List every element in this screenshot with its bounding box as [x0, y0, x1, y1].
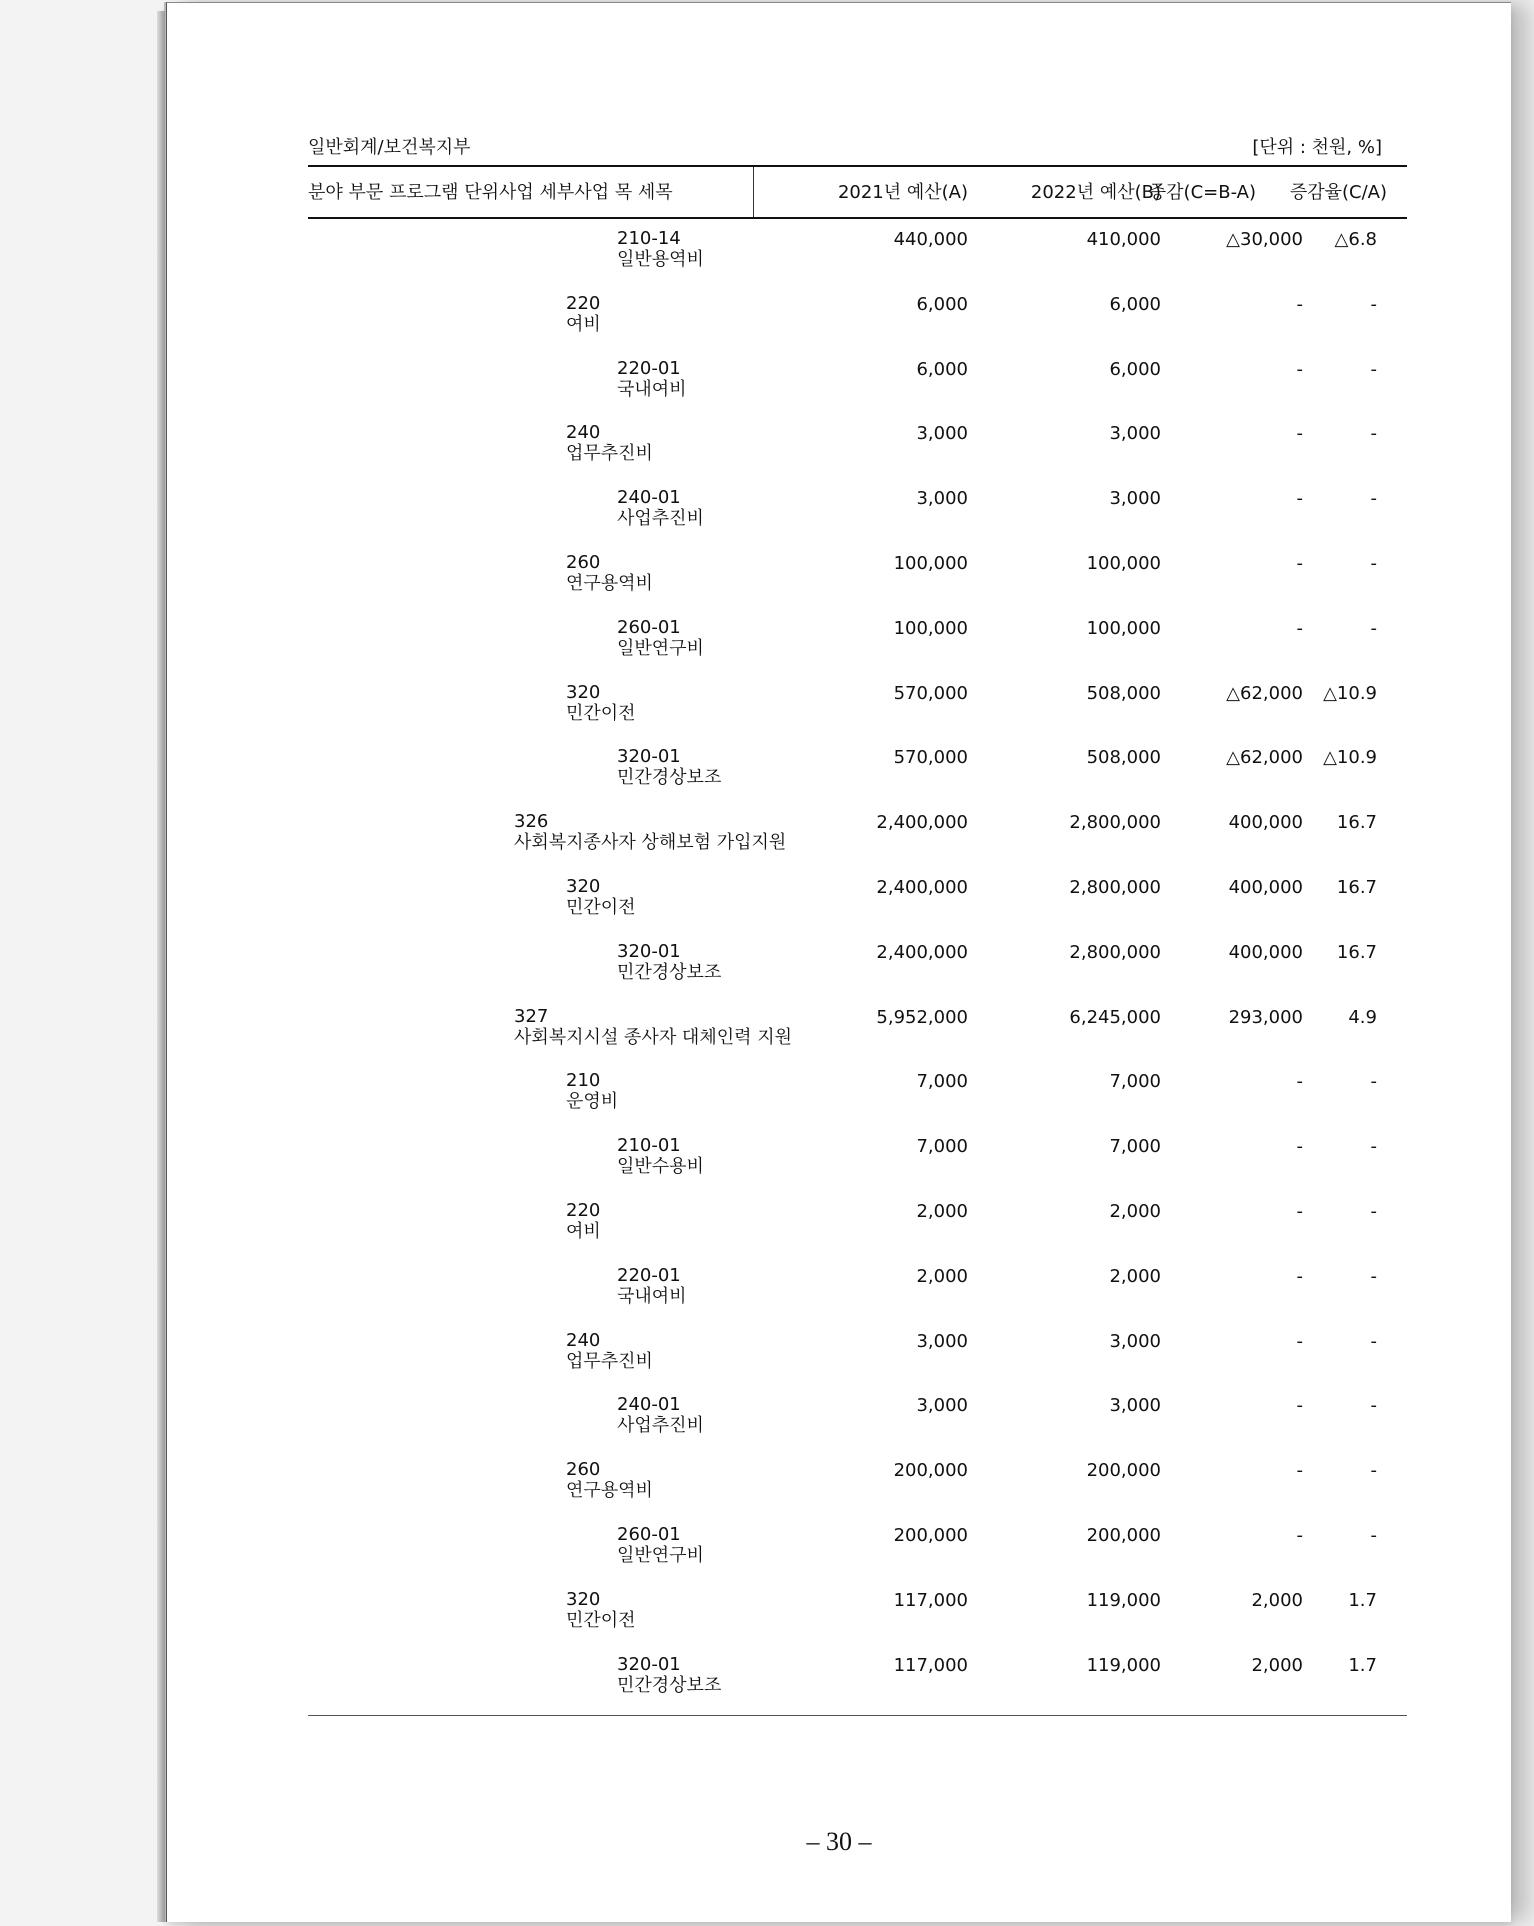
row-name: 운영비	[566, 1091, 619, 1112]
row-code: 240-01	[617, 1394, 681, 1415]
cell-2022: 2,800,000	[1069, 942, 1161, 963]
cell-2021: 3,000	[916, 423, 968, 444]
row-label	[617, 617, 704, 659]
row-label	[566, 682, 636, 724]
cell-rate: -	[1370, 1136, 1377, 1157]
row-name: 업무추진비	[566, 1351, 653, 1372]
cell-2022: 3,000	[1109, 423, 1161, 444]
row-name: 일반용역비	[617, 249, 704, 270]
cell-rate: -	[1370, 618, 1377, 639]
cell-2022: 3,000	[1109, 1331, 1161, 1352]
column-header-2021: 2021년 예산(A)	[837, 182, 968, 203]
cell-2022: 200,000	[1086, 1525, 1161, 1546]
cell-diff: -	[1296, 1331, 1303, 1352]
table-row	[167, 552, 1511, 616]
cell-2022: 508,000	[1086, 747, 1161, 768]
row-label	[617, 487, 704, 529]
cell-2022: 119,000	[1086, 1590, 1161, 1611]
row-label	[566, 1200, 601, 1242]
cell-2021: 2,400,000	[876, 942, 968, 963]
cell-2021: 3,000	[916, 1395, 968, 1416]
cell-diff: -	[1296, 423, 1303, 444]
row-label	[617, 1265, 687, 1307]
cell-2021: 200,000	[893, 1460, 968, 1481]
column-header-diff: 증감(C=B-A)	[1148, 182, 1256, 203]
cell-diff: 400,000	[1228, 942, 1303, 963]
cell-2022: 508,000	[1086, 683, 1161, 704]
table-row	[167, 1135, 1511, 1199]
cell-2022: 3,000	[1109, 1395, 1161, 1416]
table-row	[167, 1265, 1511, 1329]
row-code: 210-14	[617, 228, 681, 249]
cell-diff: -	[1296, 618, 1303, 639]
row-name: 여비	[566, 1221, 601, 1242]
column-header-2022: 2022년 예산(B)	[1030, 182, 1161, 203]
row-name: 일반수용비	[617, 1156, 704, 1177]
row-code: 240	[566, 422, 601, 443]
cell-2021: 6,000	[916, 359, 968, 380]
cell-2022: 2,000	[1109, 1266, 1161, 1287]
row-code: 326	[514, 811, 549, 832]
cell-rate: △6.8	[1334, 229, 1377, 250]
cell-2022: 2,800,000	[1069, 877, 1161, 898]
cell-rate: -	[1370, 359, 1377, 380]
cell-diff: -	[1296, 1525, 1303, 1546]
cell-2021: 6,000	[916, 294, 968, 315]
cell-2021: 3,000	[916, 488, 968, 509]
cell-diff: -	[1296, 1071, 1303, 1092]
cell-rate: -	[1370, 1071, 1377, 1092]
cell-rate: 1.7	[1348, 1590, 1377, 1611]
cell-rate: 16.7	[1336, 942, 1377, 963]
cell-diff: -	[1296, 1266, 1303, 1287]
cell-rate: -	[1370, 1331, 1377, 1352]
cell-2022: 6,245,000	[1069, 1007, 1161, 1028]
table-row	[167, 746, 1511, 810]
row-code: 220	[566, 293, 601, 314]
cell-2022: 200,000	[1086, 1460, 1161, 1481]
cell-2021: 2,000	[916, 1266, 968, 1287]
row-name: 민간경상보조	[617, 1675, 722, 1696]
cell-2021: 570,000	[893, 683, 968, 704]
cell-diff: -	[1296, 488, 1303, 509]
cell-2022: 100,000	[1086, 618, 1161, 639]
row-label	[617, 228, 704, 270]
cell-2021: 440,000	[893, 229, 968, 250]
cell-2022: 100,000	[1086, 553, 1161, 574]
cell-rate: -	[1370, 1201, 1377, 1222]
cell-diff: △30,000	[1226, 229, 1303, 250]
row-name: 여비	[566, 314, 601, 335]
row-code: 220-01	[617, 358, 681, 379]
row-name: 일반연구비	[617, 1545, 704, 1566]
row-label	[566, 1330, 653, 1372]
cell-diff: 293,000	[1228, 1007, 1303, 1028]
cell-rate: -	[1370, 294, 1377, 315]
row-code: 260	[566, 1459, 601, 1480]
cell-diff: -	[1296, 1460, 1303, 1481]
row-code: 320	[566, 682, 601, 703]
cell-diff: △62,000	[1226, 747, 1303, 768]
table-row	[167, 1589, 1511, 1653]
cell-diff: -	[1296, 294, 1303, 315]
table-row	[167, 422, 1511, 486]
row-label	[566, 1070, 618, 1112]
row-name: 민간이전	[566, 1610, 636, 1631]
cell-diff: 400,000	[1228, 812, 1303, 833]
row-name: 사업추진비	[617, 508, 704, 529]
row-code: 320	[566, 1589, 601, 1610]
cell-2021: 570,000	[893, 747, 968, 768]
cell-rate: -	[1370, 1525, 1377, 1546]
cell-diff: 400,000	[1228, 877, 1303, 898]
table-row	[167, 876, 1511, 940]
table-top-rule	[308, 165, 1407, 167]
cell-rate: -	[1370, 553, 1377, 574]
row-name: 민간경상보조	[617, 767, 722, 788]
row-label	[566, 552, 653, 594]
cell-rate: -	[1370, 1395, 1377, 1416]
table-row	[167, 1459, 1511, 1523]
row-label	[617, 746, 721, 788]
cell-2021: 100,000	[893, 553, 968, 574]
row-label	[566, 1589, 636, 1631]
cell-2022: 119,000	[1086, 1655, 1161, 1676]
row-code: 320-01	[617, 746, 681, 767]
row-code: 210	[566, 1070, 601, 1091]
row-label	[514, 1006, 792, 1048]
table-row	[167, 617, 1511, 681]
table-row	[167, 1524, 1511, 1588]
page-number: – 30 –	[806, 1827, 872, 1856]
cell-2022: 2,000	[1109, 1201, 1161, 1222]
row-name: 연구용역비	[566, 1480, 653, 1501]
row-name: 업무추진비	[566, 443, 653, 464]
cell-rate: 1.7	[1348, 1655, 1377, 1676]
cell-diff: 2,000	[1251, 1590, 1303, 1611]
row-name: 일반연구비	[617, 638, 704, 659]
table-row	[167, 1330, 1511, 1394]
table-row	[167, 682, 1511, 746]
cell-rate: 16.7	[1336, 812, 1377, 833]
cell-rate: -	[1370, 423, 1377, 444]
row-label	[514, 811, 786, 853]
row-label	[566, 422, 653, 464]
row-name: 사회복지시설 종사자 대체인력 지원	[514, 1027, 792, 1048]
cell-diff: -	[1296, 1136, 1303, 1157]
table-row	[167, 228, 1511, 292]
row-code: 220	[566, 1200, 601, 1221]
row-name: 민간경상보조	[617, 962, 722, 983]
cell-diff: 2,000	[1251, 1655, 1303, 1676]
column-header-item: 분야 부문 프로그램 단위사업 세부사업 목 세목	[308, 182, 673, 203]
cell-2021: 2,400,000	[876, 812, 968, 833]
cell-rate: -	[1370, 488, 1377, 509]
row-label	[566, 876, 636, 918]
cell-2021: 2,400,000	[876, 877, 968, 898]
cell-2021: 117,000	[893, 1655, 968, 1676]
row-code: 220-01	[617, 1265, 681, 1286]
cell-2021: 7,000	[916, 1136, 968, 1157]
row-code: 240	[566, 1330, 601, 1351]
cell-2021: 117,000	[893, 1590, 968, 1611]
row-name: 민간이전	[566, 703, 636, 724]
cell-rate: 16.7	[1336, 877, 1377, 898]
row-label	[617, 941, 721, 983]
row-label	[617, 1135, 704, 1177]
cell-rate: △10.9	[1323, 683, 1377, 704]
table-row	[167, 1200, 1511, 1264]
row-name: 사회복지종사자 상해보험 가입지원	[514, 832, 787, 853]
row-label	[566, 293, 601, 335]
column-header-rate: 증감율(C/A)	[1289, 182, 1387, 203]
row-code: 320-01	[617, 941, 681, 962]
cell-diff: △62,000	[1226, 683, 1303, 704]
cell-2021: 2,000	[916, 1201, 968, 1222]
row-label	[617, 1654, 721, 1696]
unit-label: [단위 : 천원, %]	[1252, 137, 1382, 158]
row-code: 260	[566, 552, 601, 573]
table-row	[167, 487, 1511, 551]
row-name: 연구용역비	[566, 573, 653, 594]
cell-2022: 2,800,000	[1069, 812, 1161, 833]
cell-2021: 3,000	[916, 1331, 968, 1352]
row-label	[566, 1459, 653, 1501]
cell-diff: -	[1296, 553, 1303, 574]
cell-rate: -	[1370, 1266, 1377, 1287]
account-title: 일반회계/보건복지부	[308, 137, 471, 158]
row-name: 국내여비	[617, 379, 687, 400]
document-page	[166, 2, 1511, 1922]
table-row	[167, 941, 1511, 1005]
row-label	[617, 358, 687, 400]
row-name: 민간이전	[566, 897, 636, 918]
table-row	[167, 293, 1511, 357]
cell-2022: 6,000	[1109, 359, 1161, 380]
row-code: 327	[514, 1006, 549, 1027]
cell-2022: 7,000	[1109, 1136, 1161, 1157]
cell-diff: -	[1296, 359, 1303, 380]
cell-rate: -	[1370, 1460, 1377, 1481]
cell-2022: 7,000	[1109, 1071, 1161, 1092]
cell-2022: 3,000	[1109, 488, 1161, 509]
table-row	[167, 1654, 1511, 1718]
cell-2022: 410,000	[1086, 229, 1161, 250]
row-name: 국내여비	[617, 1286, 687, 1307]
cell-2021: 100,000	[893, 618, 968, 639]
row-code: 320	[566, 876, 601, 897]
cell-2022: 6,000	[1109, 294, 1161, 315]
cell-rate: 4.9	[1348, 1007, 1377, 1028]
row-name: 사업추진비	[617, 1415, 704, 1436]
cell-2021: 5,952,000	[876, 1007, 968, 1028]
table-row	[167, 1070, 1511, 1134]
table-header-rule	[308, 217, 1407, 219]
row-code: 320-01	[617, 1654, 681, 1675]
cell-rate: △10.9	[1323, 747, 1377, 768]
header-column-divider	[753, 167, 754, 217]
cell-2021: 7,000	[916, 1071, 968, 1092]
table-row	[167, 1394, 1511, 1458]
table-row	[167, 811, 1511, 875]
table-bottom-rule	[308, 1715, 1407, 1716]
row-label	[617, 1524, 704, 1566]
row-code: 210-01	[617, 1135, 681, 1156]
row-code: 260-01	[617, 617, 681, 638]
row-code: 240-01	[617, 487, 681, 508]
table-row	[167, 1006, 1511, 1070]
row-code: 260-01	[617, 1524, 681, 1545]
table-row	[167, 358, 1511, 422]
cell-diff: -	[1296, 1201, 1303, 1222]
cell-diff: -	[1296, 1395, 1303, 1416]
cell-2021: 200,000	[893, 1525, 968, 1546]
row-label	[617, 1394, 704, 1436]
